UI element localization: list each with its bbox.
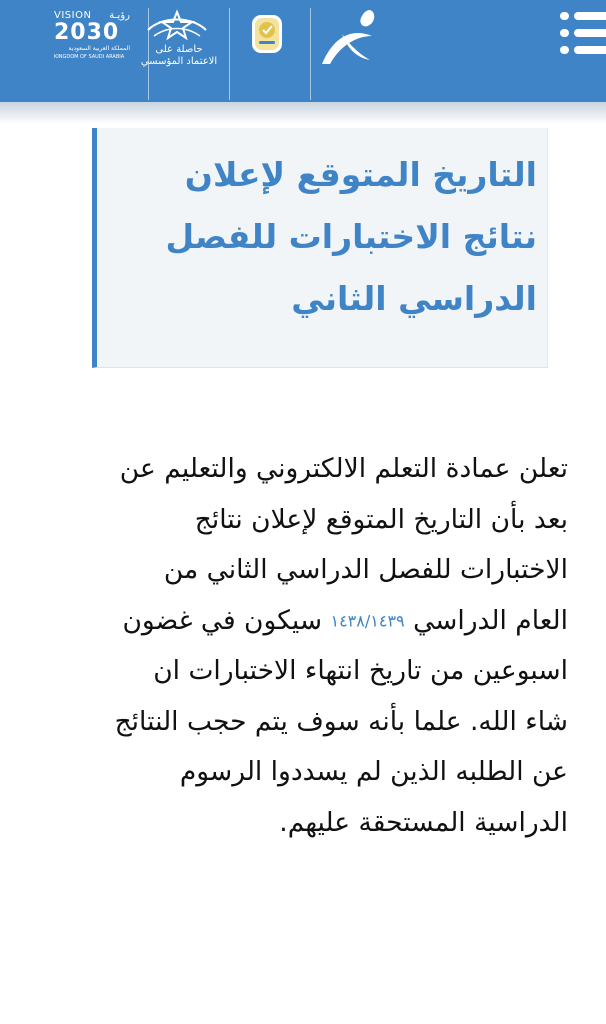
accreditation-badge-icon [250, 14, 284, 54]
accreditation-line-2: الاعتماد المؤسسي [140, 56, 218, 67]
article-body [110, 444, 568, 848]
header-shadow [0, 102, 606, 124]
site-header [0, 0, 606, 102]
article-title: التاريخ المتوقع لإعلان نتائج الاختبارات للفصل الدراسي الثاني [165, 155, 537, 318]
vision-2030-logo [54, 10, 130, 61]
accreditation-star-icon [142, 8, 212, 44]
vision-country-ar: المملكة العربية السعودية [68, 45, 130, 52]
article-body-part-1: تعلن عمادة التعلم الالكتروني والتعليم عن بعد بأن التاريخ المتوقع لإعلان نتائج الاختبارات للفصل الدراسي الثاني من العام الدراسي [119, 453, 568, 636]
hamburger-menu-icon[interactable] [560, 12, 606, 54]
header-divider [310, 8, 311, 100]
vision-country-en: KINGDOM OF SAUDI ARABIA [54, 54, 125, 60]
accreditation-line-1: حاصلة على [155, 44, 203, 55]
menu-row [560, 46, 606, 54]
menu-row [560, 29, 606, 37]
menu-row [560, 12, 606, 20]
accreditation-caption [138, 44, 220, 68]
vision-label-ar: رؤيـة [109, 10, 130, 21]
academic-year: ١٤٣٨/١٤٣٩ [330, 610, 405, 630]
vision-label-en: VISION [54, 10, 92, 21]
vision-year: 2030 [54, 20, 120, 45]
university-logo-icon[interactable] [312, 6, 384, 70]
article-body-part-2: سيكون في غضون اسبوعين من تاريخ انتهاء الاختبارات ان شاء الله. علما بأنه سوف يتم حجب النتائج عن الطلبه الذين لم يسددوا الرسوم الدراسية المستحقة عليهم. [114, 604, 568, 838]
article-title-box [92, 128, 548, 368]
header-divider [229, 8, 230, 100]
